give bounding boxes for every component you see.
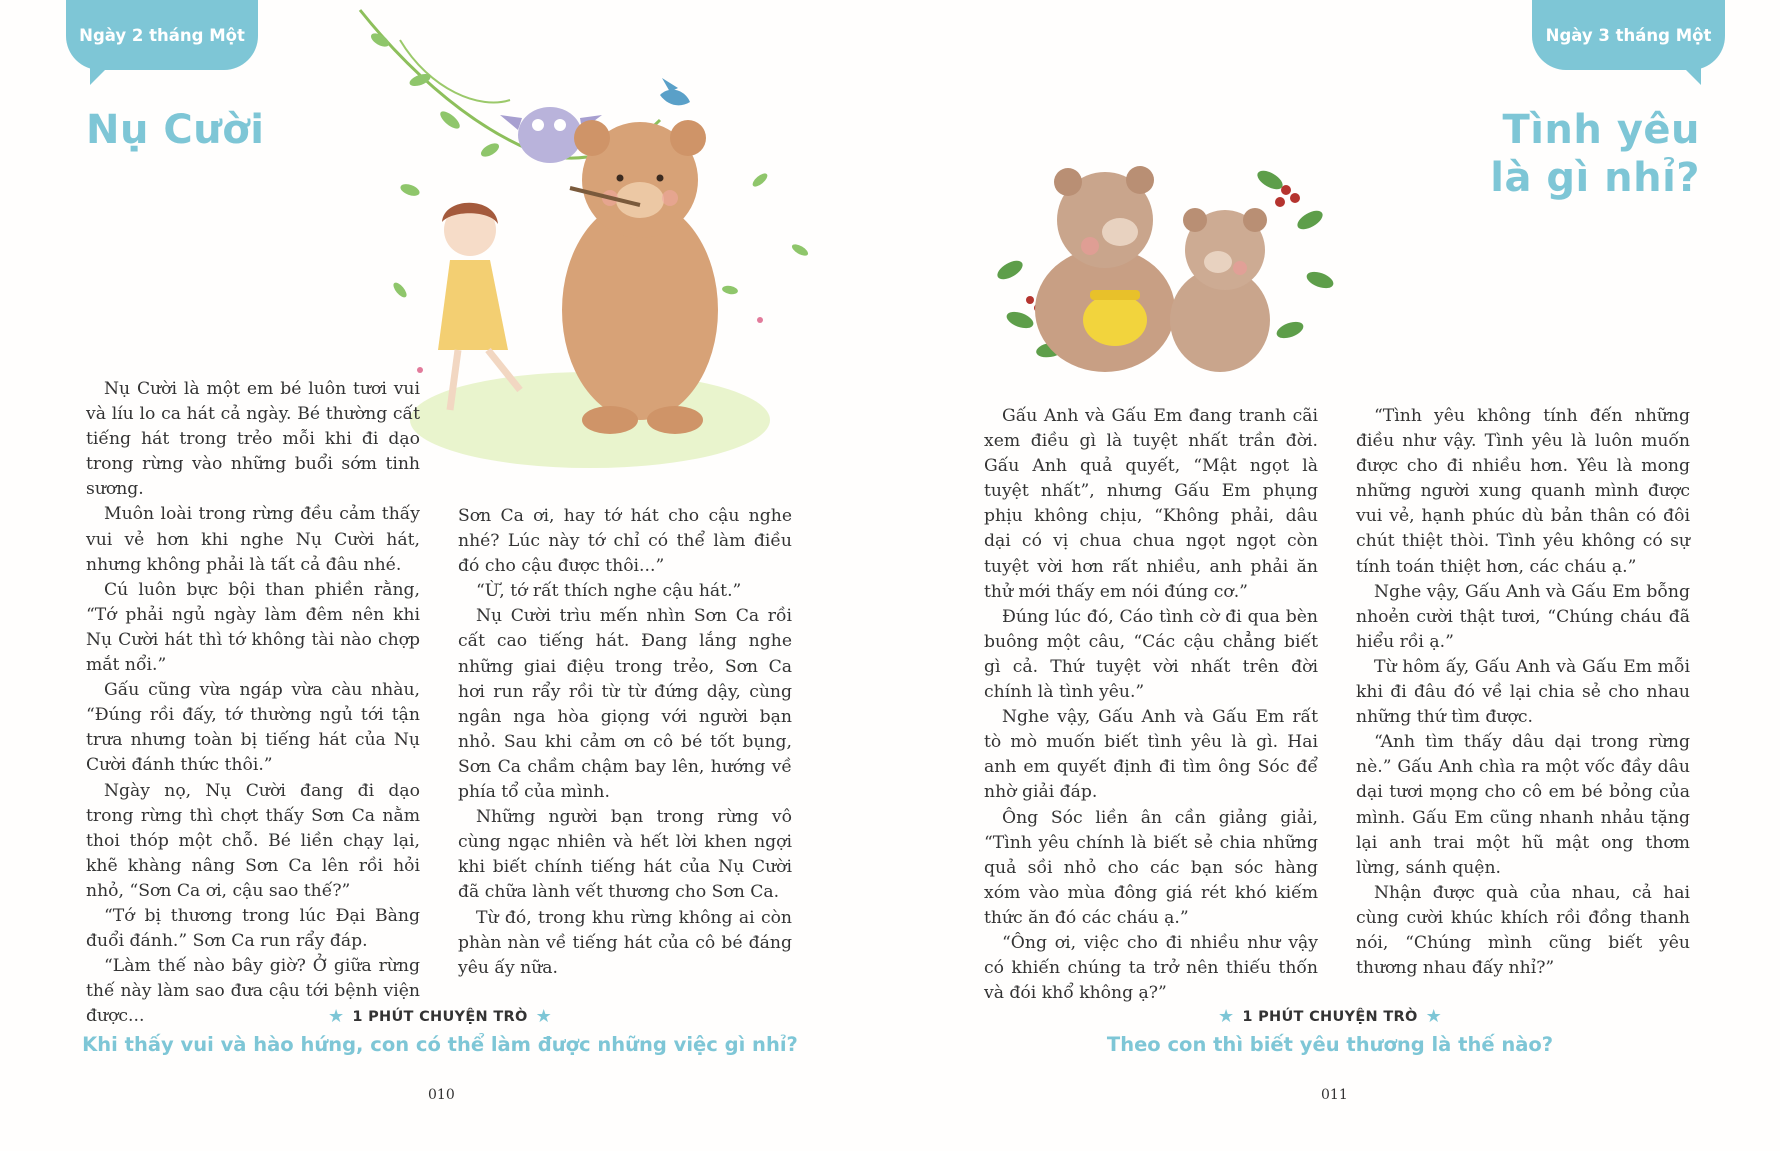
paragraph: Nụ Cười là một em bé luôn tươi vui và líu lo ca hát cả ngày. Bé thường cất tiếng hát trong trẻo mỗi khi đi dạo trong rừng vào những buổi sớm tinh sương. <box>86 379 420 500</box>
story-column-2 <box>458 504 792 981</box>
title-line: là gì nhỉ? <box>1490 155 1700 201</box>
paragraph: “Ừ, tớ rất thích nghe cậu hát.” <box>476 581 742 602</box>
story-column-1 <box>984 404 1318 1006</box>
star-icon: ★ <box>327 1006 345 1027</box>
paragraph: Muôn loài trong rừng đều cảm thấy vui vẻ hơn khi nghe Nụ Cười hát, nhưng không phải là tất cả đâu nhé. <box>86 504 420 575</box>
date-tab <box>1532 0 1725 70</box>
paragraph: Cú luôn bực bội than phiền rằng, “Tớ phải ngủ ngày làm đêm nên khi Nụ Cười hát thì tớ không tài nào chợp mắt nổi.” <box>86 579 420 676</box>
paragraph: Đúng lúc đó, Cáo tình cờ đi qua bèn buông một câu, “Các cậu chẳng biết gì cả. Thứ tuyệt vời nhất trên đời chính là tình yêu.” <box>984 606 1318 703</box>
paragraph: Nghe vậy, Gấu Anh và Gấu Em rất tò mò muốn biết tình yêu là gì. Hai anh em quyết định đi tìm ông Sóc để nhờ giải đáp. <box>984 707 1318 803</box>
paragraph: Gấu cũng vừa ngáp vừa càu nhàu, “Đúng rồi đấy, tớ thường ngủ tới tận trưa nhưng toàn bị tiếng hát của Nụ Cười đánh thức thôi.” <box>86 680 420 776</box>
paragraph: “Tớ bị thương trong lúc Đại Bàng đuổi đánh.” Sơn Ca run rẩy đáp. <box>86 905 420 952</box>
small-bear-figure <box>1170 208 1270 372</box>
story-column-1 <box>86 377 420 1029</box>
chat-question: Theo con thì biết yêu thương là thế nào? <box>1106 1033 1554 1056</box>
date-tab <box>66 0 258 70</box>
chat-label: 1 PHÚT CHUYỆN TRÒ <box>352 1008 528 1025</box>
paragraph: Nụ Cười trìu mến nhìn Sơn Ca rồi cất cao tiếng hát. Đang lắng nghe những giai điệu trong trẻo, Sơn Ca hơi run rẩy rồi từ từ đứng dậy, cùng ngân nga hòa giọng với người bạn nhỏ. Sau khi cảm ơn cô bé tốt bụng, Sơn Ca chầm chậm bay lên, hướng về phía tổ của mình. <box>458 606 792 803</box>
date-label: Ngày 3 tháng Một <box>1545 25 1712 45</box>
chat-question: Khi thấy vui và hào hứng, con có thể làm được những việc gì nhỉ? <box>82 1033 798 1056</box>
star-icon: ★ <box>1217 1006 1235 1027</box>
date-label: Ngày 2 tháng Một <box>79 25 245 45</box>
bear-figure <box>562 120 718 434</box>
paragraph: Nghe vậy, Gấu Anh và Gấu Em bỗng nhoẻn cười thật tươi, “Chúng cháu đã hiểu rồi ạ.” <box>1356 581 1690 652</box>
paragraph: Từ hôm ấy, Gấu Anh và Gấu Em mỗi khi đi đâu đó về lại chia sẻ cho nhau những thứ tìm được. <box>1356 656 1690 728</box>
page-number: 011 <box>1321 1087 1348 1103</box>
paragraph: Gấu Anh và Gấu Em đang tranh cãi xem điều gì là tuyệt nhất trần đời. Gấu Anh quả quyết, “Mật ngọt là tuyệt nhất”, nhưng Gấu Em phụng phịu không chịu, “Không phải, dâu dại có vị chua chua ngọt ngọt còn tuyệt vời hơn rất nhiều, anh phải ăn thử mới thấy em nói đúng cơ.” <box>984 406 1318 602</box>
paragraph: Từ đó, trong khu rừng không ai còn phàn nàn về tiếng hát của cô bé đáng yêu ấy nữa. <box>458 907 792 978</box>
page-number: 010 <box>428 1087 455 1103</box>
right-page <box>890 0 1780 1151</box>
paragraph: Ngày nọ, Nụ Cười đang đi dạo trong rừng thì chợt thấy Sơn Ca nằm thoi thóp một chỗ. Bé liền chạy lại, khẽ khàng nâng Sơn Ca lên rồi hỏi nhỏ, “Sơn Ca ơi, cậu sao thế?” <box>86 780 420 901</box>
paragraph: Sơn Ca ơi, hay tớ hát cho cậu nghe nhé? Lúc này tớ chỉ có thể làm điều đó cho cậu được thôi...” <box>458 506 792 577</box>
story-column-2 <box>1356 404 1690 981</box>
chat-prompt <box>60 1006 820 1056</box>
paragraph: “Ông ơi, việc cho đi nhiều như vậy có khiến chúng ta trở nên thiếu thốn và đói khổ không ạ?” <box>984 932 1318 1004</box>
girl-figure <box>438 203 520 410</box>
paragraph: “Tình yêu không tính đến những điều như vậy. Tình yêu là luôn muốn được cho đi nhiều hơn. Yêu là mong những người xung quanh mình được vui vẻ, hạnh phúc dù bản thân có đôi chút thiệt thòi. Tình yêu không có sự tính toán thiệt hơn, các cháu ạ.” <box>1356 406 1690 577</box>
paragraph: “Làm thế nào bây giờ? Ở giữa rừng thế này làm sao đưa cậu tới bệnh viện được... <box>86 956 420 1027</box>
star-icon: ★ <box>535 1006 553 1027</box>
paragraph: Những người bạn trong rừng vô cùng ngạc nhiên và hết lời khen ngợi khi biết chính tiếng hát của Nụ Cười đã chữa lành vết thương cho Sơn Ca. <box>458 807 792 903</box>
story-title: Nụ Cười <box>86 107 265 153</box>
bird-icon <box>660 78 690 105</box>
title-line: Tình yêu <box>1502 107 1700 153</box>
chat-label: 1 PHÚT CHUYỆN TRÒ <box>1242 1008 1418 1025</box>
star-icon: ★ <box>1425 1006 1443 1027</box>
honey-pot-icon <box>1083 290 1147 346</box>
story-title <box>1490 106 1700 202</box>
paragraph: Ông Sóc liền ân cần giảng giải, “Tình yêu chính là biết sẻ chia những quả sồi nhỏ cho các bạn sóc hàng xóm vào mùa đông giá rét khó kiếm thức ăn đó các cháu ạ.” <box>984 807 1318 928</box>
paragraph: Nhận được quà của nhau, cả hai cùng cười khúc khích rồi đồng thanh nói, “Chúng mình cũng biết yêu thương nhau đấy nhỉ?” <box>1356 882 1690 979</box>
paragraph: “Anh tìm thấy dâu dại trong rừng nè.” Gấu Anh chìa ra một vốc đầy dâu dại tươi mọng cho cô em bé bỏng của mình. Gấu Em cũng nhanh nhảu tặng lại anh trai một hũ mật ong thơm lừng, sánh quện. <box>1356 732 1690 878</box>
illustration-two-bears <box>990 150 1350 380</box>
chat-prompt <box>950 1006 1710 1056</box>
